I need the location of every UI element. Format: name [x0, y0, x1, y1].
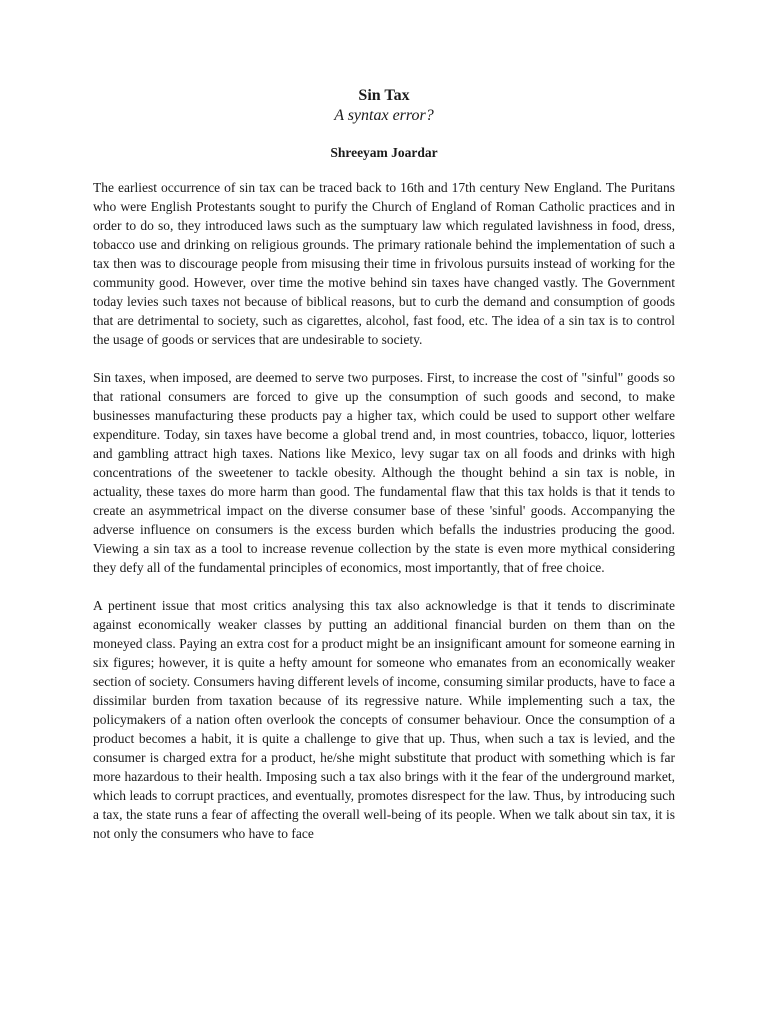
body-paragraph-2: Sin taxes, when imposed, are deemed to serve two purposes. First, to increase the cost of "sinful" goods so that rational consumers are forced to give up the consumption of such goods and second, to make businesses manufacturing these products pay a higher tax, which could be used to support other welfare expenditure. Today, sin taxes have become a global trend and, in most countries, tobacco, liquor, lotteries and gambling attract high taxes. Nations like Mexico, levy sugar tax on all foods and drinks with high concentrations of the sweetener to tackle obesity. Although the thought behind a sin tax is noble, in actuality, these taxes do more harm than good. The fundamental flaw that this tax holds is that it tends to create an asymmetrical impact on the diverse consumer base of these 'sinful' goods. Accompanying the adverse influence on consumers is the excess burden which befalls the industries producing the good. Viewing a sin tax as a tool to increase revenue collection by the state is even more mythical considering they defy all of the fundamental principles of economics, most importantly, that of free choice.	[93, 370, 675, 575]
document-page	[93, 86, 675, 862]
document-subtitle: A syntax error?	[334, 107, 434, 124]
body-paragraph-3: A pertinent issue that most critics analysing this tax also acknowledge is that it tends to discriminate against economically weaker classes by putting an additional financial burden on them than on the moneyed class. Paying an extra cost for a product might be an insignificant amount for someone earning in six figures; however, it is quite a hefty amount for someone who emanates from an economically weaker section of society. Consumers having different levels of income, consuming similar products, have to face a dissimilar burden from taxation because of its regressive nature. While implementing such a tax, the policymakers of a nation often overlook the concepts of consumer behaviour. Once the consumption of a product becomes a habit, it is quite a challenge to give that up. Thus, when such a tax is levied, and the consumer is charged extra for a product, he/she might substitute that product with something which is far more hazardous to their health. Imposing such a tax also brings with it the fear of the underground market, which leads to corrupt practices, and eventually, promotes disrespect for the law. Thus, by introducing such a tax, the state runs a fear of affecting the overall well-being of its people. When we talk about sin tax, it is not only the consumers who have to face	[93, 598, 675, 841]
body-paragraph-1: The earliest occurrence of sin tax can be traced back to 16th and 17th century New England. The Puritans who were English Protestants sought to purify the Church of England of Roman Catholic practices and in order to do so, they introduced laws such as the sumptuary law which regulated lavishness in food, dress, tobacco use and drinking on religious grounds. The primary rationale behind the implementation of such a tax then was to discourage people from misusing their time in frivolous pursuits instead of working for the community good. However, over time the motive behind sin taxes have changed vastly. The Government today levies such taxes not because of biblical reasons, but to curb the demand and consumption of goods that are detrimental to society, such as cigarettes, alcohol, fast food, etc. The idea of a sin tax is to control the usage of goods or services that are undesirable to society.	[93, 180, 675, 347]
author-name: Shreeyam Joardar	[330, 145, 438, 160]
document-title: Sin Tax	[358, 87, 410, 104]
